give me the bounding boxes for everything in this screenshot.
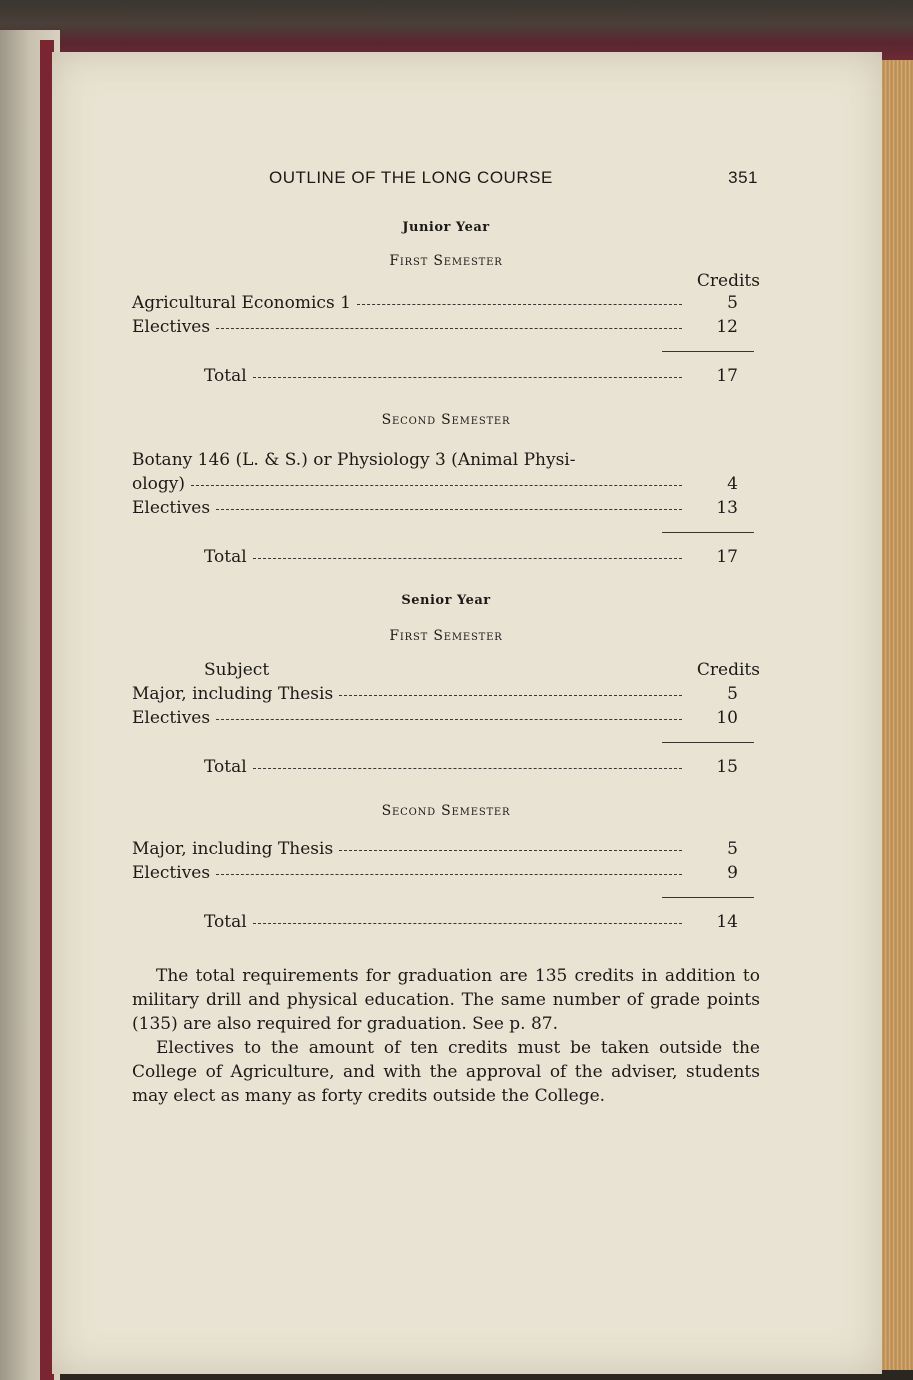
- senior-year-heading: Senior Year: [401, 593, 491, 608]
- total-value: 14: [716, 912, 738, 932]
- leader-dashes: [216, 328, 682, 329]
- notes: [132, 964, 760, 1108]
- course-credits: 9: [727, 863, 738, 883]
- running-head-title: OUTLINE OF THE LONG COURSE: [269, 168, 553, 187]
- leader-dashes: [253, 558, 682, 559]
- course-row: [132, 706, 760, 730]
- course-row: [132, 496, 760, 520]
- course-credits: 10: [716, 708, 738, 728]
- course-row: [132, 472, 760, 496]
- junior-year-heading: Junior Year: [402, 220, 490, 235]
- leader-dashes: [216, 874, 682, 875]
- senior-second-semester-heading: Second Semester: [381, 803, 511, 819]
- course-label: Major, including Thesis: [132, 684, 334, 704]
- course-row: [132, 861, 760, 885]
- total-row: [132, 910, 760, 934]
- total-row: [132, 545, 760, 569]
- course-label: ology): [132, 474, 186, 494]
- course-row: [132, 291, 760, 315]
- paragraph: Electives to the amount of ten credits must be taken outside the College of Agriculture, and with the approval of the adviser, students may elect as many as forty credits outside the College.: [132, 1038, 760, 1106]
- sum-rule: [662, 742, 754, 743]
- course-credits: 12: [716, 317, 738, 337]
- paragraph: The total requirements for graduation are 135 credits in addition to military drill and physical education. The same number of grade points (135) are also required for graduation. See p. 87.: [132, 966, 760, 1034]
- subject-header: Subject: [204, 660, 270, 680]
- credits-header: Credits: [696, 660, 760, 680]
- leader-dashes: [339, 695, 682, 696]
- page-number: 351: [728, 168, 758, 187]
- leader-dashes: [191, 485, 682, 486]
- total-label: Total: [204, 547, 247, 567]
- junior-first-semester-heading: First Semester: [389, 253, 503, 269]
- course-credits: 5: [727, 684, 738, 704]
- total-value: 17: [716, 366, 738, 386]
- total-label: Total: [204, 757, 247, 777]
- leader-dashes: [357, 304, 682, 305]
- course-label: Agricultural Economics 1: [132, 293, 351, 313]
- course-row: [132, 837, 760, 861]
- leader-dashes: [216, 509, 682, 510]
- course-row: [132, 682, 760, 706]
- sum-rule: [662, 532, 754, 533]
- column-headers: [132, 658, 760, 682]
- book-cover-band: [0, 0, 913, 60]
- course-label: Electives: [132, 498, 211, 518]
- course-credits: 5: [727, 839, 738, 859]
- total-value: 15: [716, 757, 738, 777]
- course-line: Botany 146 (L. & S.) or Physiology 3 (Animal Physi-: [132, 450, 576, 470]
- total-label: Total: [204, 366, 247, 386]
- course-label: Electives: [132, 708, 211, 728]
- total-row: [132, 364, 760, 388]
- course-label: Major, including Thesis: [132, 839, 334, 859]
- running-head: [132, 168, 760, 194]
- course-label: Electives: [132, 317, 211, 337]
- course-label: Electives: [132, 863, 211, 883]
- leader-dashes: [253, 377, 682, 378]
- leader-dashes: [339, 850, 682, 851]
- page-stack-edge: [878, 60, 913, 1370]
- course-credits: 4: [727, 474, 738, 494]
- total-row: [132, 755, 760, 779]
- leader-dashes: [216, 719, 682, 720]
- total-label: Total: [204, 912, 247, 932]
- course-row: [132, 315, 760, 339]
- senior-first-semester-heading: First Semester: [389, 628, 503, 644]
- sum-rule: [662, 351, 754, 352]
- leader-dashes: [253, 768, 682, 769]
- total-value: 17: [716, 547, 738, 567]
- credits-header: Credits: [696, 271, 760, 291]
- leader-dashes: [253, 923, 682, 924]
- page-content: [132, 168, 760, 1108]
- course-credits: 5: [727, 293, 738, 313]
- sum-rule: [662, 897, 754, 898]
- course-credits: 13: [716, 498, 738, 518]
- junior-second-semester-heading: Second Semester: [381, 412, 511, 428]
